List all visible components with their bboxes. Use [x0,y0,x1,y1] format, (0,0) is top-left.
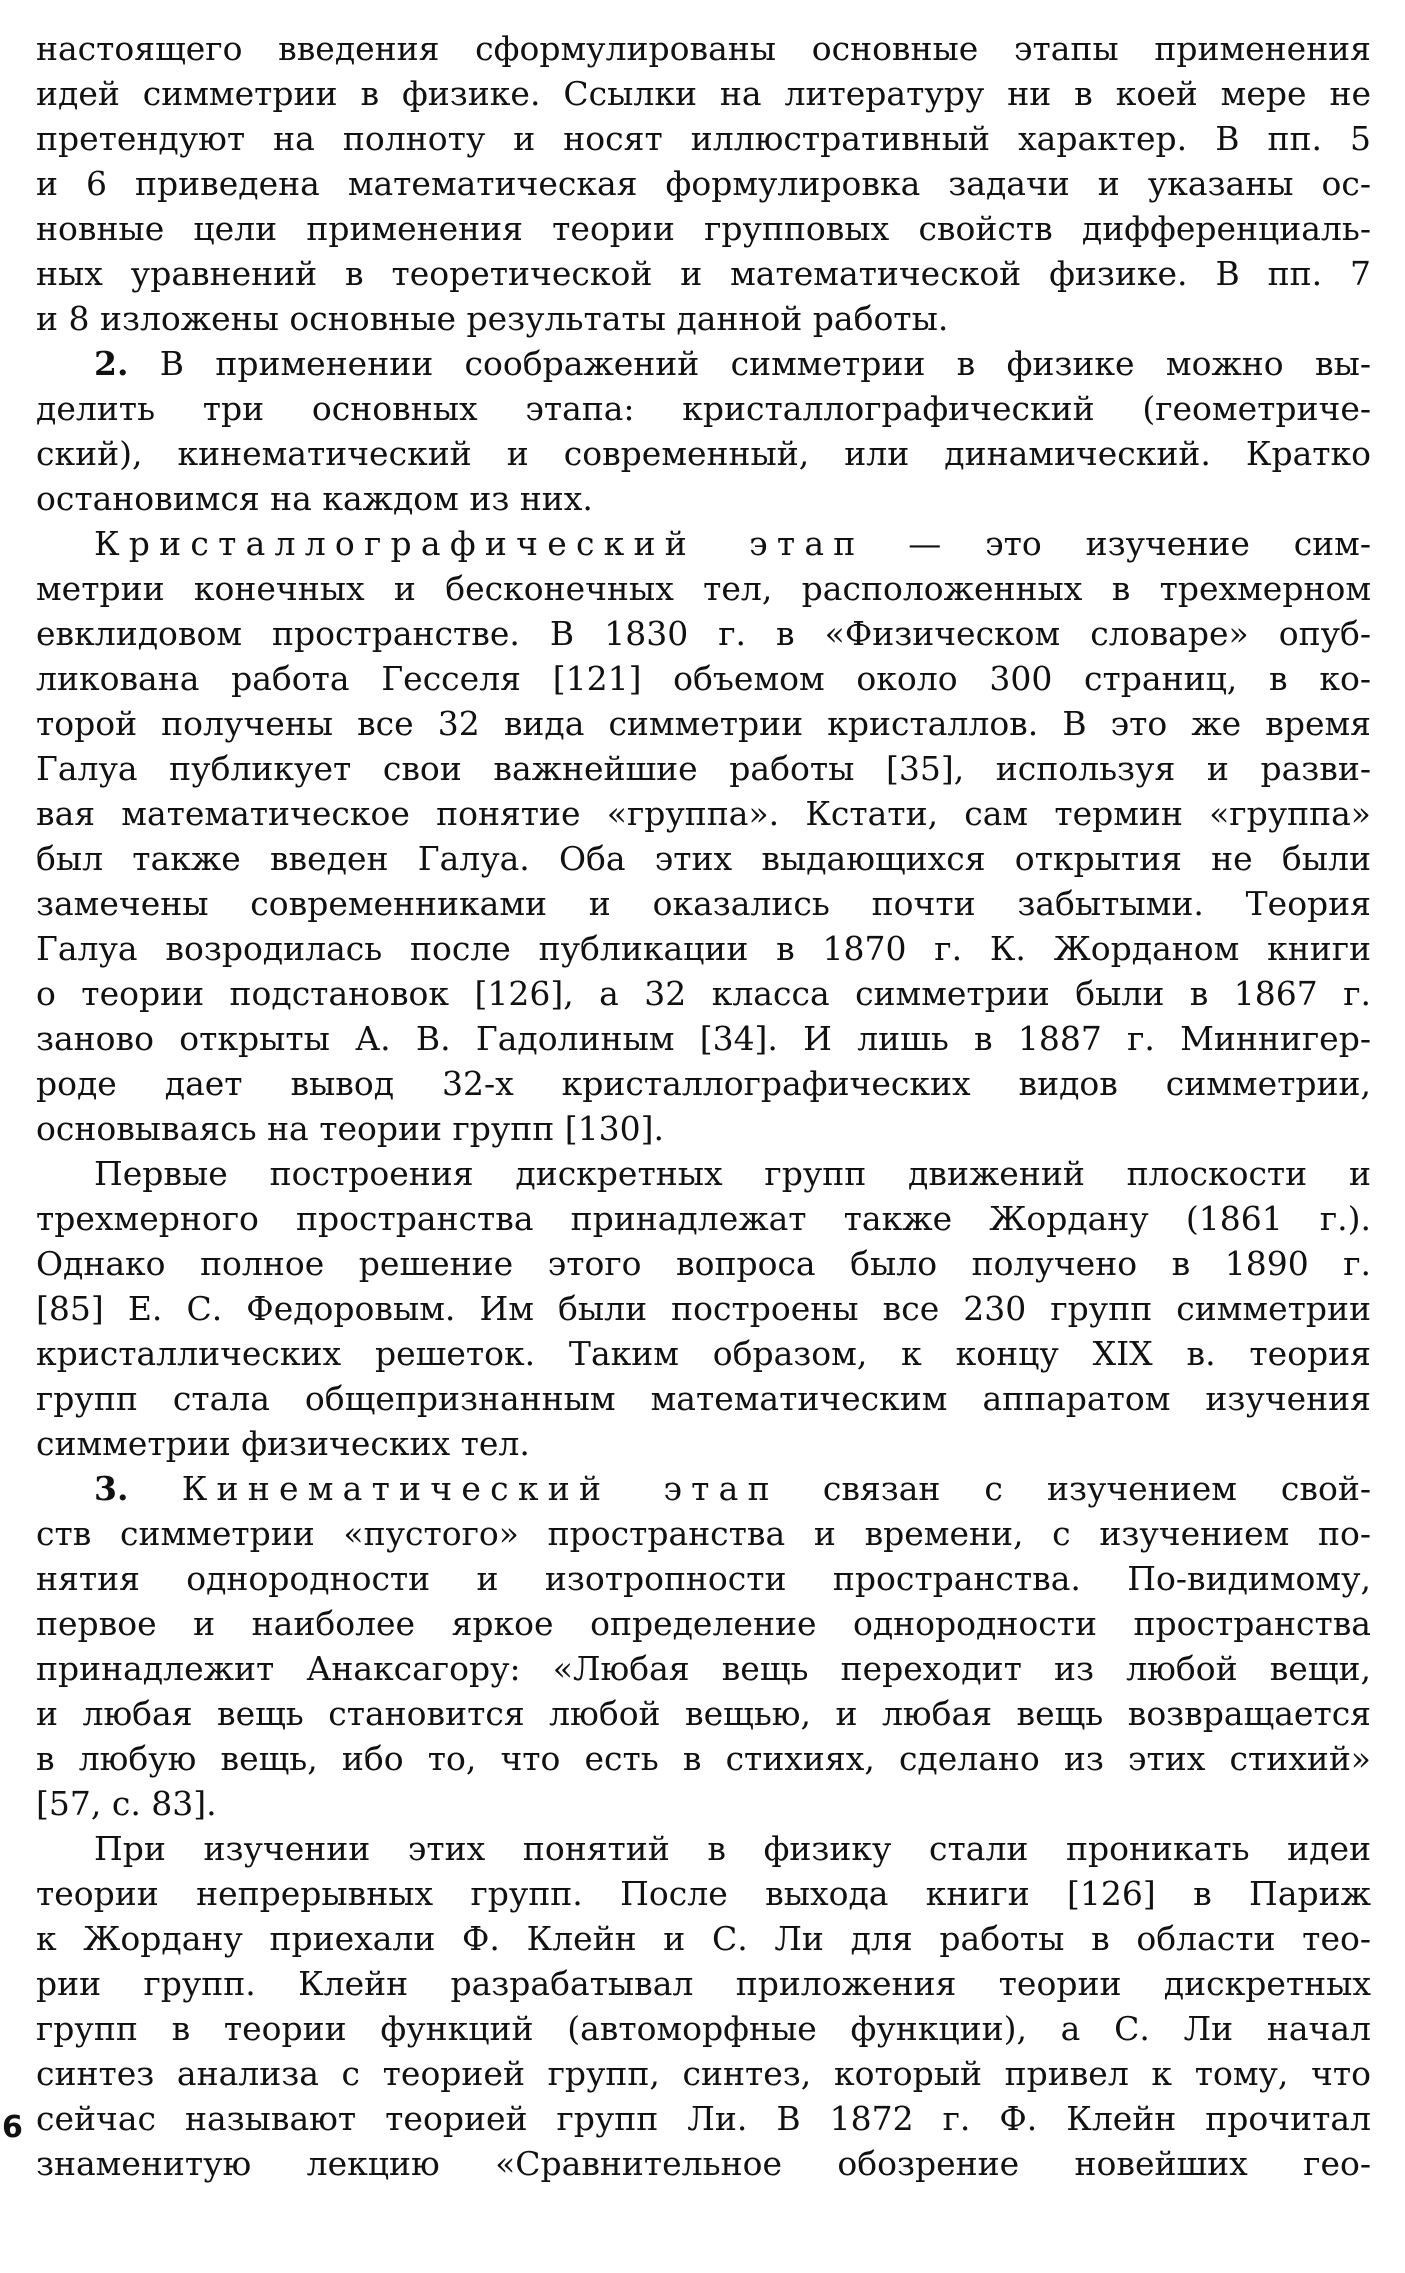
text-line: евклидовом пространстве. В 1830 г. в «Физическом словаре» опуб- [36,614,1371,653]
text-line: новные цели применения теории групповых свойств дифференциаль- [36,209,1371,248]
text-line: ликована работа Гесселя [121] объемом около 300 страниц, в ко- [36,659,1371,698]
section-2-first-line [36,341,1371,386]
text-line: Галуа публикует свои важнейшие работы [35], используя и разви- [36,749,1371,788]
text-line: сейчас называют теорией групп Ли. В 1872 г. Ф. Клейн прочитал [36,2099,1371,2138]
text-line: нятия однородности и изотропности пространства. По-видимому, [36,1559,1371,1598]
text-line: При изучении этих понятий в физику стали проникать идеи [94,1829,1371,1868]
text-line: знаменитую лекцию «Сравнительное обозрение новейших гео- [36,2144,1371,2183]
text-line: синтез анализа с теорией групп, синтез, который привел к тому, что [36,2054,1371,2093]
spaced-term: Кинематический этап [128,1469,779,1508]
text-line: принадлежит Анаксагору: «Любая вещь переходит из любой вещи, [36,1649,1371,1688]
text-line: Галуа возродилась после публикации в 1870 г. К. Жорданом книги [36,929,1371,968]
text-line: групп в теории функций (автоморфные функции), а С. Ли начал [36,2009,1371,2048]
text-line: ств симметрии «пустого» пространства и времени, с изучением по- [36,1514,1371,1553]
text-line: ский), кинематический и современный, или динамический. Кратко [36,434,1371,473]
text-line: трехмерного пространства принадлежат также Жордану (1861 г.). [36,1199,1371,1238]
crystal-stage-first-line [36,521,1371,566]
page-number: 6 [2,2110,23,2145]
text-line: остановимся на каждом из них. [36,479,593,518]
text-line: о теории подстановок [126], а 32 класса симметрии были в 1867 г. [36,974,1371,1013]
text-line: ных уравнений в теоретической и математической физике. В пп. 7 [36,254,1371,293]
text-fragment: связан с изучением свой- [778,1469,1371,1508]
text-line: идей симметрии в физике. Ссылки на литературу ни в коей мере не [36,74,1371,113]
text-fragment: В применении соображений симметрии в физике можно вы- [128,344,1371,383]
text-line: Однако полное решение этого вопроса было получено в 1890 г. [36,1244,1371,1283]
text-line: был также введен Галуа. Оба этих выдающихся открытия не были [36,839,1371,878]
text-line: основываясь на теории групп [130]. [36,1109,665,1148]
text-line: вая математическое понятие «группа». Кстати, сам термин «группа» [36,794,1371,833]
section-number: 3. [94,1469,129,1508]
text-line: первое и наиболее яркое определение однородности пространства [36,1604,1371,1643]
text-line: к Жордану приехали Ф. Клейн и С. Ли для работы в области тео- [36,1919,1371,1958]
book-page [36,26,1371,2183]
text-line: и любая вещь становится любой вещью, и любая вещь возвращается [36,1694,1371,1733]
section-3-first-line [36,1466,1371,1511]
text-line: симметрии физических тел. [36,1424,530,1463]
spaced-term: Кристаллографический этап [94,524,865,563]
text-line: теории непрерывных групп. После выхода книги [126] в Париж [36,1874,1371,1913]
text-line: метрии конечных и бесконечных тел, расположенных в трехмерном [36,569,1371,608]
text-line: заново открыты А. В. Гадолиным [34]. И лишь в 1887 г. Миннигер- [36,1019,1371,1058]
text-line: роде дает вывод 32-х кристаллографических видов симметрии, [36,1064,1371,1103]
text-line: делить три основных этапа: кристаллографический (геометриче- [36,389,1371,428]
text-line: [57, с. 83]. [36,1784,217,1823]
text-line: и 6 приведена математическая формулировка задачи и указаны ос- [36,164,1371,203]
text-line: настоящего введения сформулированы основные этапы применения [36,29,1371,68]
text-line: рии групп. Клейн разрабатывал приложения теории дискретных [36,1964,1371,2003]
text-line: замечены современниками и оказались почти забытыми. Теория [36,884,1371,923]
text-line: в любую вещь, ибо то, что есть в стихиях, сделано из этих стихий» [36,1739,1371,1778]
text-line: групп стала общепризнанным математическим аппаратом изучения [36,1379,1371,1418]
text-line: претендуют на полноту и носят иллюстративный характер. В пп. 5 [36,119,1371,158]
text-line: и 8 изложены основные результаты данной работы. [36,299,949,338]
text-line: [85] Е. С. Федоровым. Им были построены все 230 групп симметрии [36,1289,1371,1328]
text-line: Первые построения дискретных групп движений плоскости и [94,1154,1371,1193]
text-line: торой получены все 32 вида симметрии кристаллов. В это же время [36,704,1371,743]
text-line: кристаллических решеток. Таким образом, к концу XIX в. теория [36,1334,1371,1373]
text-fragment: — это изучение сим- [864,524,1371,563]
section-number: 2. [94,344,129,383]
